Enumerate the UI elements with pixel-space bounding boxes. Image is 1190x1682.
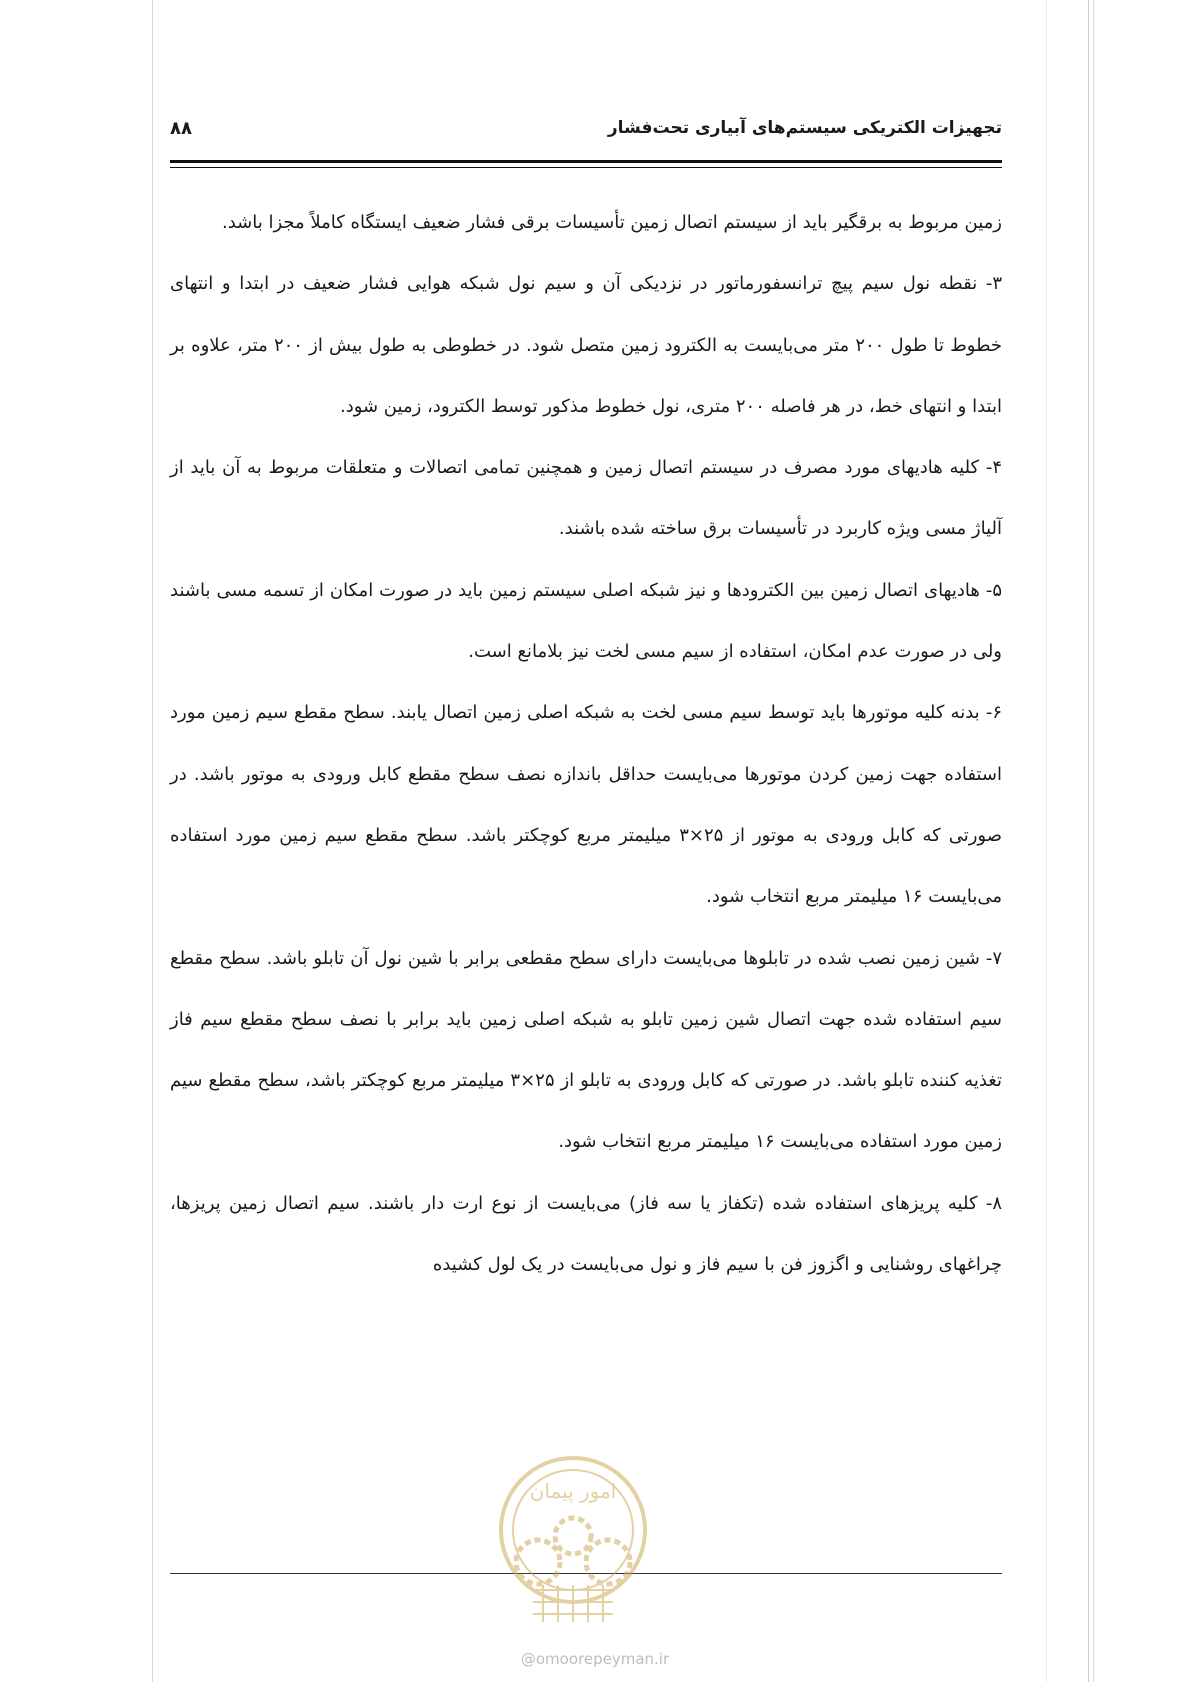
- paragraph: ۸- کلیه پریزهای استفاده شده (تکفاز یا سه فاز) می‌بایست از نوع ارت دار باشند. سیم اتصال زمین پریزها، چراغهای روشنایی و اگزوز فن با سیم فاز و نول می‌بایست در یک لول کشیده: [170, 1192, 1002, 1276]
- paragraph: ۷- شین زمین نصب شده در تابلوها می‌بایست دارای سطح مقطعی برابر با شین نول آن تابلو باشد. سطح مقطع سیم استفاده شده جهت اتصال شین زمین تابلو به شبکه اصلی زمین باید برابر با نصف سطح مقطع سیم فاز تغذیه کننده تابلو باشد. در صورتی که کابل ورودی به تابلو از ۲۵×۳ میلیمتر مربع کوچکتر باشد، سطح مقطع سیم زمین مورد استفاده می‌بایست ۱۶ میلیمتر مربع انتخاب شود.: [170, 947, 1002, 1153]
- scan-edge-right-outer: [1093, 0, 1094, 1682]
- header-rule-thin: [170, 167, 1002, 168]
- scan-edge-right-inner: [1046, 0, 1047, 1682]
- running-header: [170, 118, 1002, 150]
- header-title: تجهیزات الکتریکی سیستم‌های آبیاری تحت‌فشار: [607, 118, 1002, 138]
- paragraph: ۳- نقطه نول سیم پیچ ترانسفورماتور در نزدیکی آن و سیم نول شبکه هوایی فشار ضعیف در ابتدا و انتهای خطوط تا طول ۲۰۰ متر می‌بایست به الکترود زمین متصل شود. در خطوطی به طول بیش از ۲۰۰ متر، علاوه بر ابتدا و انتهای خط، در هر فاصله ۲۰۰ متری، نول خطوط مذکور توسط الکترود، زمین شود.: [170, 273, 1002, 417]
- paragraph: ۵- هادیهای اتصال زمین بین الکترودها و نیز شبکه اصلی سیستم زمین باید در صورت امکان از تسمه مسی باشند ولی در صورت عدم امکان، استفاده از سیم مسی لخت نیز بلامانع است.: [170, 579, 1002, 663]
- body-text: [170, 192, 1002, 1295]
- paragraph: زمین مربوط به برقگیر باید از سیستم اتصال زمین تأسیسات برقی فشار ضعیف ایستگاه کاملاً مجزا باشد.: [222, 212, 1002, 233]
- seal-text: امور پیمان: [529, 1479, 617, 1503]
- scan-edge-right: [1088, 0, 1089, 1682]
- publisher-seal-watermark: [488, 1450, 658, 1635]
- paragraph: ۴- کلیه هادیهای مورد مصرف در سیستم اتصال زمین و همچنین تمامی اتصالات و متعلقات مربوط به آن باید از آلیاژ مسی ویژه کاربرد در تأسیسات برق ساخته شده باشند.: [170, 457, 1002, 540]
- page-number: ۸۸: [170, 118, 192, 139]
- header-rule-thick: [170, 160, 1002, 163]
- watermark-url: @omoorepeyman.ir: [520, 1650, 670, 1668]
- paragraph: ۶- بدنه کلیه موتورها باید توسط سیم مسی لخت به شبکه اصلی زمین اتصال یابند. سطح مقطع سیم زمین مورد استفاده جهت زمین کردن موتورها می‌بایست حداقل باندازه نصف سطح مقطع کابل ورودی به موتور باشد. در صورتی که کابل ورودی به موتور از ۲۵×۳ میلیمتر مربع کوچکتر باشد. سطح مقطع سیم زمین مورد استفاده می‌بایست ۱۶ میلیمتر مربع انتخاب شود.: [170, 702, 1002, 908]
- scan-edge-left: [152, 0, 153, 1682]
